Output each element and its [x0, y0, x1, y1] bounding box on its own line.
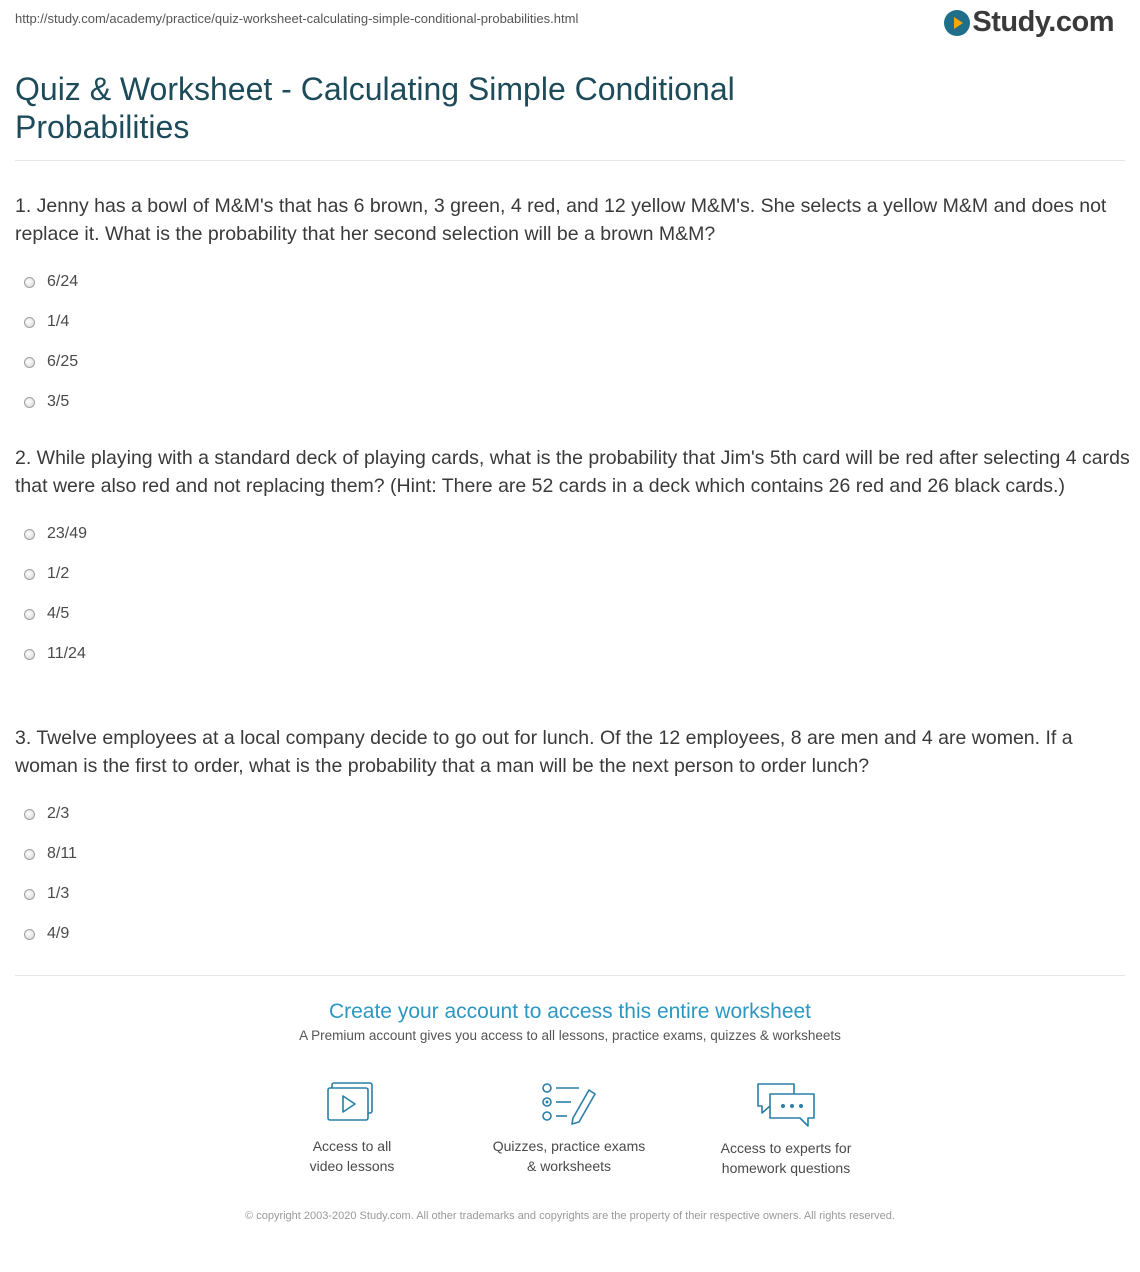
feature-experts	[686, 1080, 886, 1178]
copyright-text: © copyright 2003-2020 Study.com. All other trademarks and copyrights are the property of their respective owners. All rights reserved.	[245, 1210, 895, 1222]
page-title: Quiz & Worksheet - Calculating Simple Conditional Probabilities	[15, 71, 735, 145]
answer-option[interactable]	[15, 874, 1130, 914]
quiz-checklist-icon	[539, 1080, 599, 1128]
option-label: 8/11	[47, 845, 77, 862]
title-divider	[15, 160, 1125, 161]
radio-button[interactable]	[24, 397, 35, 408]
expert-chat-icon	[754, 1080, 818, 1130]
radio-button[interactable]	[24, 357, 35, 368]
option-label: 1/2	[47, 565, 70, 582]
option-label: 11/24	[47, 645, 86, 662]
option-label: 6/24	[47, 273, 79, 290]
premium-cta	[0, 998, 1140, 1046]
radio-button[interactable]	[24, 569, 35, 580]
radio-button[interactable]	[24, 317, 35, 328]
option-label: 2/3	[47, 805, 70, 822]
radio-button[interactable]	[24, 849, 35, 860]
answer-option[interactable]	[15, 262, 1130, 302]
create-account-link[interactable]: Create your account to access this entire worksheet	[328, 1000, 812, 1023]
answer-option[interactable]	[15, 914, 1130, 954]
answer-option[interactable]	[15, 514, 1130, 554]
question-2	[15, 444, 1130, 674]
option-label: 3/5	[47, 393, 70, 410]
question-3	[15, 724, 1130, 954]
answer-option[interactable]	[15, 342, 1130, 382]
answer-option[interactable]	[15, 594, 1130, 634]
questions-divider	[15, 975, 1125, 976]
answer-option[interactable]	[15, 302, 1130, 342]
question-1	[15, 192, 1130, 422]
option-label: 1/4	[47, 313, 70, 330]
feature-video-lessons	[252, 1080, 452, 1176]
copyright-notice	[0, 1208, 1140, 1225]
video-lessons-icon	[324, 1080, 380, 1128]
answer-option[interactable]	[15, 634, 1130, 674]
answer-option[interactable]	[15, 834, 1130, 874]
radio-button[interactable]	[24, 529, 35, 540]
answer-option[interactable]	[15, 554, 1130, 594]
radio-button[interactable]	[24, 889, 35, 900]
feature-quizzes	[469, 1080, 669, 1176]
option-label: 6/25	[47, 353, 79, 370]
radio-button[interactable]	[24, 809, 35, 820]
option-label: 23/49	[47, 525, 88, 542]
option-label: 4/9	[47, 925, 70, 942]
feature-label: Quizzes, practice exams & worksheets	[492, 1138, 646, 1174]
feature-label: Access to experts for homework questions	[720, 1140, 852, 1176]
page-url: http://study.com/academy/practice/quiz-worksheet-calculating-simple-conditional-probabilities.html	[15, 11, 579, 26]
option-label: 1/3	[47, 885, 70, 902]
question-text: 3. Twelve employees at a local company decide to go out for lunch. Of the 12 employees, 8 are men and 4 are women. If a woman is the first to order, what is the probability that a man will be the next person to order lunch?	[15, 727, 1073, 777]
radio-button[interactable]	[24, 649, 35, 660]
answer-option[interactable]	[15, 382, 1130, 422]
radio-button[interactable]	[24, 929, 35, 940]
question-text: 1. Jenny has a bowl of M&M's that has 6 brown, 3 green, 4 red, and 12 yellow M&M's. She selects a yellow M&M and does not replace it. What is the probability that her second selection will be a brown M&M?	[15, 195, 1107, 245]
play-logo-icon	[944, 10, 970, 36]
answer-option[interactable]	[15, 794, 1130, 834]
study-logo[interactable]	[944, 6, 1114, 39]
option-label: 4/5	[47, 605, 70, 622]
logo-text: Study.com	[972, 6, 1114, 38]
question-text: 2. While playing with a standard deck of playing cards, what is the probability that Jim's 5th card will be red after selecting 4 cards that were also red and not replacing them? (Hint: There are 52 cards in a deck which contains 26 red and 26 black cards.)	[15, 447, 1130, 497]
radio-button[interactable]	[24, 609, 35, 620]
radio-button[interactable]	[24, 277, 35, 288]
cta-subtitle: A Premium account gives you access to all lessons, practice exams, quizzes & worksheets	[299, 1028, 841, 1043]
feature-label: Access to all video lessons	[309, 1138, 395, 1174]
